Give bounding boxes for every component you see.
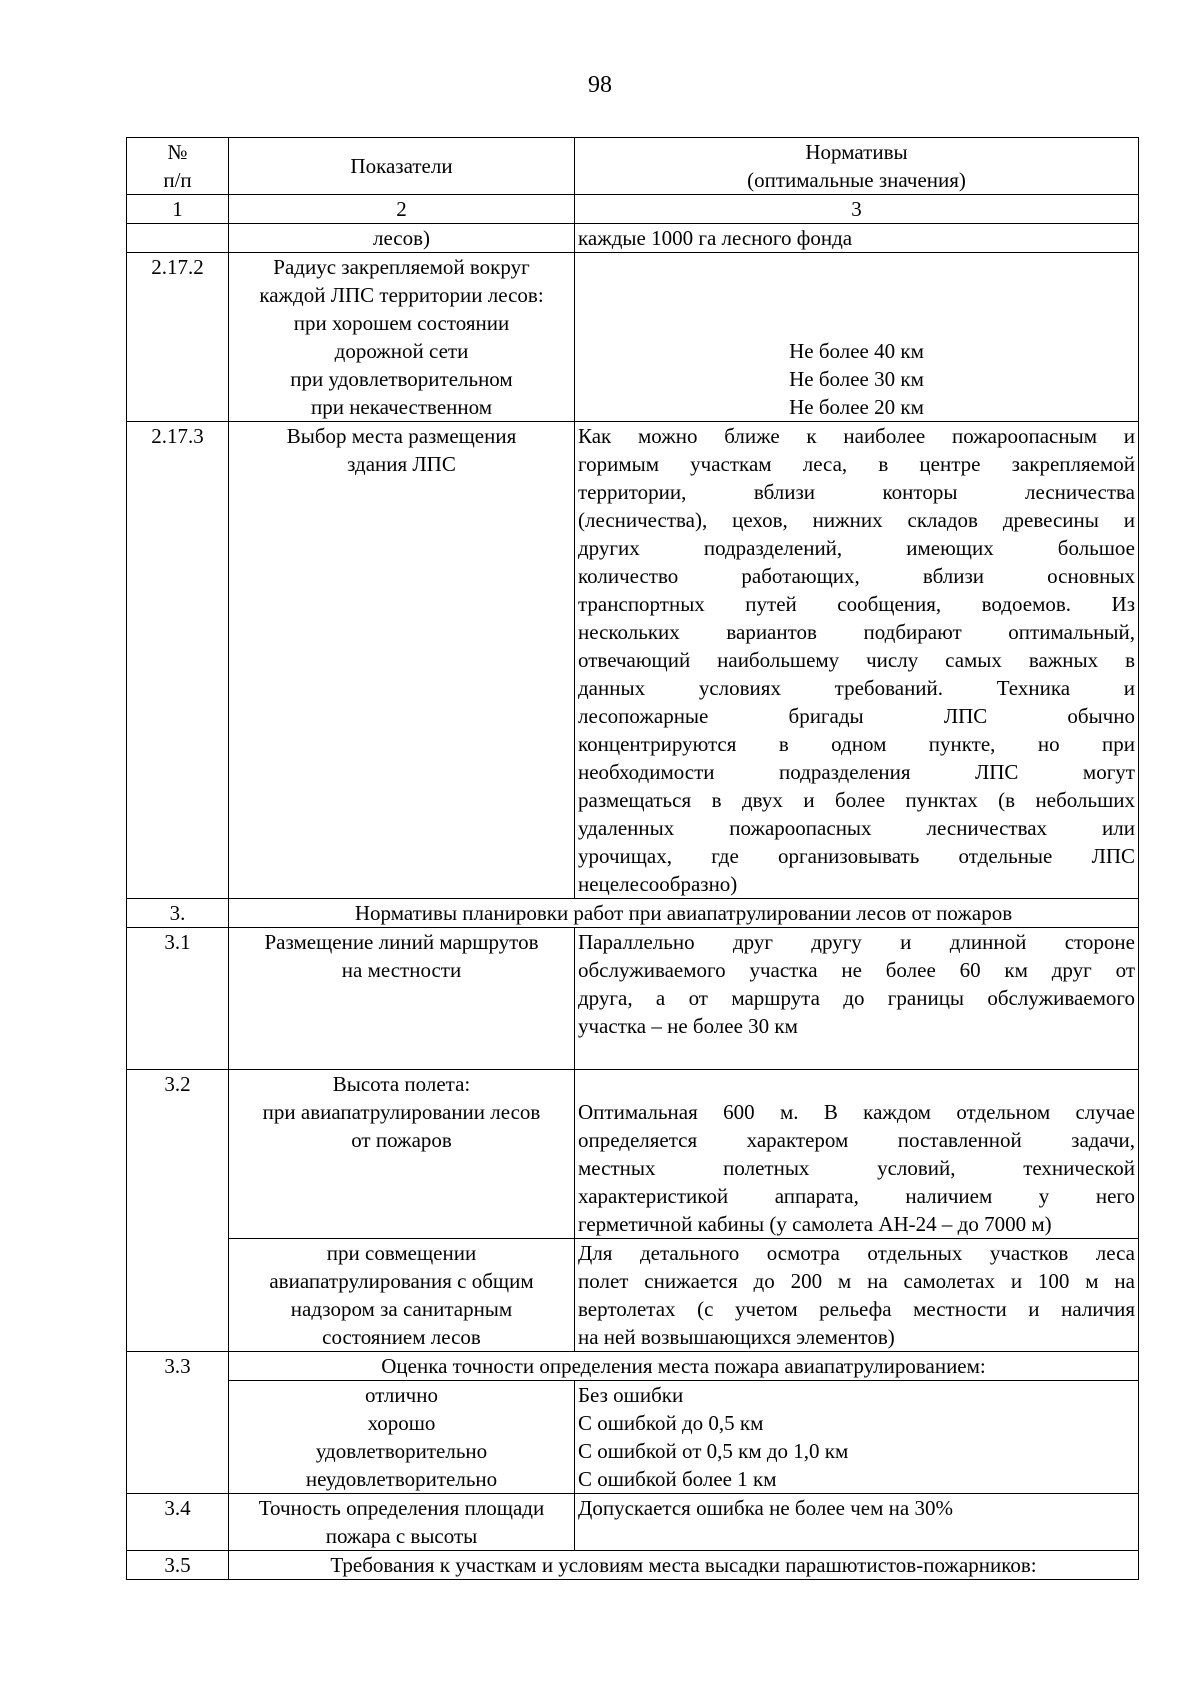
indicator-line: Выбор места размещения bbox=[286, 424, 517, 448]
row-number: 2.17.3 bbox=[127, 422, 229, 899]
norm-line: отвечающий наибольшему числу самых важных в bbox=[578, 648, 1135, 672]
table-row bbox=[127, 1494, 1139, 1551]
norm-line: С ошибкой более 1 км bbox=[578, 1467, 777, 1491]
row-indicator bbox=[229, 253, 575, 422]
table-header-row bbox=[127, 138, 1139, 195]
table-row bbox=[127, 1352, 1139, 1381]
row-norm bbox=[575, 1070, 1139, 1239]
norm-line: С ошибкой до 0,5 км bbox=[578, 1411, 764, 1435]
indicator-line: при совмещении bbox=[326, 1241, 477, 1265]
page-number: 98 bbox=[588, 72, 612, 98]
norm-line: обслуживаемого участка не более 60 км друг от bbox=[578, 958, 1135, 982]
row-indicator bbox=[229, 422, 575, 899]
norm-line: Для детального осмотра отдельных участков леса bbox=[578, 1241, 1135, 1265]
row-number: 2.17.2 bbox=[127, 253, 229, 422]
indicator-line: отлично bbox=[365, 1383, 438, 1407]
table-row bbox=[127, 224, 1139, 253]
norm-line: нецелесообразно) bbox=[578, 872, 738, 896]
row-number: 3.2 bbox=[127, 1070, 229, 1352]
row-norm: Допускается ошибка не более чем на 30% bbox=[575, 1494, 1139, 1551]
row-number: 3.5 bbox=[127, 1551, 229, 1580]
norm-line: герметичной кабины (у самолета АН-24 – до 7000 м) bbox=[578, 1212, 1052, 1236]
column-numbers-row bbox=[127, 195, 1139, 224]
indicator-line: хорошо bbox=[367, 1411, 436, 1435]
norm-line: Не более 30 км bbox=[789, 367, 924, 391]
header-norms-title: Нормативы bbox=[805, 140, 908, 164]
row-norm bbox=[575, 253, 1139, 422]
norm-line: транспортных путей сообщения, водоемов. Из bbox=[578, 592, 1135, 616]
norm-line: друга, а от маршрута до границы обслуживаемого bbox=[578, 986, 1135, 1010]
column-number-2: 2 bbox=[229, 195, 575, 224]
row-indicator bbox=[229, 1494, 575, 1551]
section-title: Нормативы планировки работ при авиапатрулировании лесов от пожаров bbox=[229, 899, 1139, 928]
indicator-line: пожара с высоты bbox=[325, 1524, 478, 1548]
indicator-line: состоянием лесов bbox=[322, 1325, 481, 1349]
norm-line: данных условиях требований. Техника и bbox=[578, 676, 1135, 700]
norm-line: определяется характером поставленной задачи, bbox=[578, 1128, 1135, 1152]
norm-line: других подразделений, имеющих большое bbox=[578, 536, 1135, 560]
indicator-line: Точность определения площади bbox=[258, 1496, 545, 1520]
header-number-cell bbox=[127, 138, 229, 195]
indicator-line: Высота полета: bbox=[332, 1072, 471, 1096]
norm-line: полет снижается до 200 м на самолетах и 100 м на bbox=[578, 1269, 1135, 1293]
table-row bbox=[127, 1239, 1139, 1352]
norm-line: урочищах, где организовывать отдельные ЛПС bbox=[578, 844, 1135, 868]
indicator-line: каждой ЛПС территории лесов: bbox=[259, 283, 544, 307]
row-title: Оценка точности определения места пожара авиапатрулированием: bbox=[229, 1352, 1139, 1381]
norm-line: участка – не более 30 км bbox=[578, 1014, 798, 1038]
header-number-symbol: № bbox=[167, 140, 188, 164]
indicator-line: Радиус закрепляемой вокруг bbox=[273, 255, 530, 279]
norm-line: Без ошибки bbox=[578, 1383, 684, 1407]
header-norms-cell bbox=[575, 138, 1139, 195]
norm-line: Не более 40 км bbox=[789, 339, 924, 363]
row-norm bbox=[575, 928, 1139, 1070]
indicator-line: здания ЛПС bbox=[347, 452, 456, 476]
norm-line: нескольких вариантов подбирают оптимальный, bbox=[578, 620, 1135, 644]
row-norm: каждые 1000 га лесного фонда bbox=[575, 224, 1139, 253]
section-number: 3. bbox=[127, 899, 229, 928]
row-norm bbox=[575, 1239, 1139, 1352]
indicator-line: на местности bbox=[341, 958, 462, 982]
indicator-line: при хорошем состоянии bbox=[293, 311, 510, 335]
header-indicators-cell: Показатели bbox=[229, 138, 575, 195]
norm-line: Оптимальная 600 м. В каждом отдельном случае bbox=[578, 1100, 1135, 1124]
row-number: 3.1 bbox=[127, 928, 229, 1070]
norm-line: вертолетах (с учетом рельефа местности и наличия bbox=[578, 1297, 1135, 1321]
row-indicator bbox=[229, 928, 575, 1070]
indicator-line: при некачественном bbox=[310, 395, 493, 419]
norm-line: горимым участкам леса, в центре закрепляемой bbox=[578, 452, 1135, 476]
norm-line: характеристикой аппарата, наличием у него bbox=[578, 1184, 1135, 1208]
norm-line: размещаться в двух и более пунктах (в небольших bbox=[578, 788, 1135, 812]
indicator-line: надзором за санитарным bbox=[290, 1297, 513, 1321]
norm-line: местных полетных условий, технической bbox=[578, 1156, 1135, 1180]
header-norms-subtitle: (оптимальные значения) bbox=[747, 168, 966, 192]
norm-line: лесопожарные бригады ЛПС обычно bbox=[578, 704, 1135, 728]
section-row bbox=[127, 899, 1139, 928]
norm-line: территории, вблизи конторы лесничества bbox=[578, 480, 1135, 504]
table-row bbox=[127, 253, 1139, 422]
row-indicator bbox=[229, 1239, 575, 1352]
row-indicator: лесов) bbox=[229, 224, 575, 253]
norm-line: Как можно ближе к наиболее пожароопасным и bbox=[578, 424, 1135, 448]
indicator-line: при удовлетворительном bbox=[290, 367, 513, 391]
row-indicator bbox=[229, 1070, 575, 1239]
norm-line: удаленных пожароопасных лесничествах или bbox=[578, 816, 1135, 840]
row-indicator bbox=[229, 1381, 575, 1494]
row-title: Требования к участкам и условиям места высадки парашютистов-пожарников: bbox=[229, 1551, 1139, 1580]
header-number-abbr: п/п bbox=[163, 168, 192, 192]
row-norm bbox=[575, 1381, 1139, 1494]
indicator-line: Размещение линий маршрутов bbox=[264, 930, 539, 954]
row-number-empty bbox=[127, 224, 229, 253]
norm-line: концентрируются в одном пункте, но при bbox=[578, 732, 1135, 756]
row-number: 3.3 bbox=[127, 1352, 229, 1494]
indicator-line: дорожной сети bbox=[334, 339, 469, 363]
norm-line: количество работающих, вблизи основных bbox=[578, 564, 1135, 588]
indicator-line: при авиапатрулировании лесов bbox=[262, 1100, 541, 1124]
table-row bbox=[127, 1551, 1139, 1580]
column-number-1: 1 bbox=[127, 195, 229, 224]
indicator-line: от пожаров bbox=[351, 1128, 452, 1152]
indicator-line: авиапатрулирования с общим bbox=[269, 1269, 534, 1293]
norm-line: необходимости подразделения ЛПС могут bbox=[578, 760, 1135, 784]
table-row bbox=[127, 928, 1139, 1070]
norm-line: на ней возвышающихся элементов) bbox=[578, 1325, 895, 1349]
indicator-line: удовлетворительно bbox=[315, 1439, 488, 1463]
row-norm bbox=[575, 422, 1139, 899]
norms-table bbox=[126, 137, 1139, 1580]
indicator-line: неудовлетворительно bbox=[305, 1467, 498, 1491]
row-number: 3.4 bbox=[127, 1494, 229, 1551]
column-number-3: 3 bbox=[575, 195, 1139, 224]
table-row bbox=[127, 422, 1139, 899]
table-row bbox=[127, 1381, 1139, 1494]
table-row bbox=[127, 1070, 1139, 1239]
norm-line: С ошибкой от 0,5 км до 1,0 км bbox=[578, 1439, 849, 1463]
norm-line: Параллельно друг другу и длинной стороне bbox=[578, 930, 1135, 954]
norm-line: (лесничества), цехов, нижних складов древесины и bbox=[578, 508, 1135, 532]
norm-line: Не более 20 км bbox=[789, 395, 924, 419]
